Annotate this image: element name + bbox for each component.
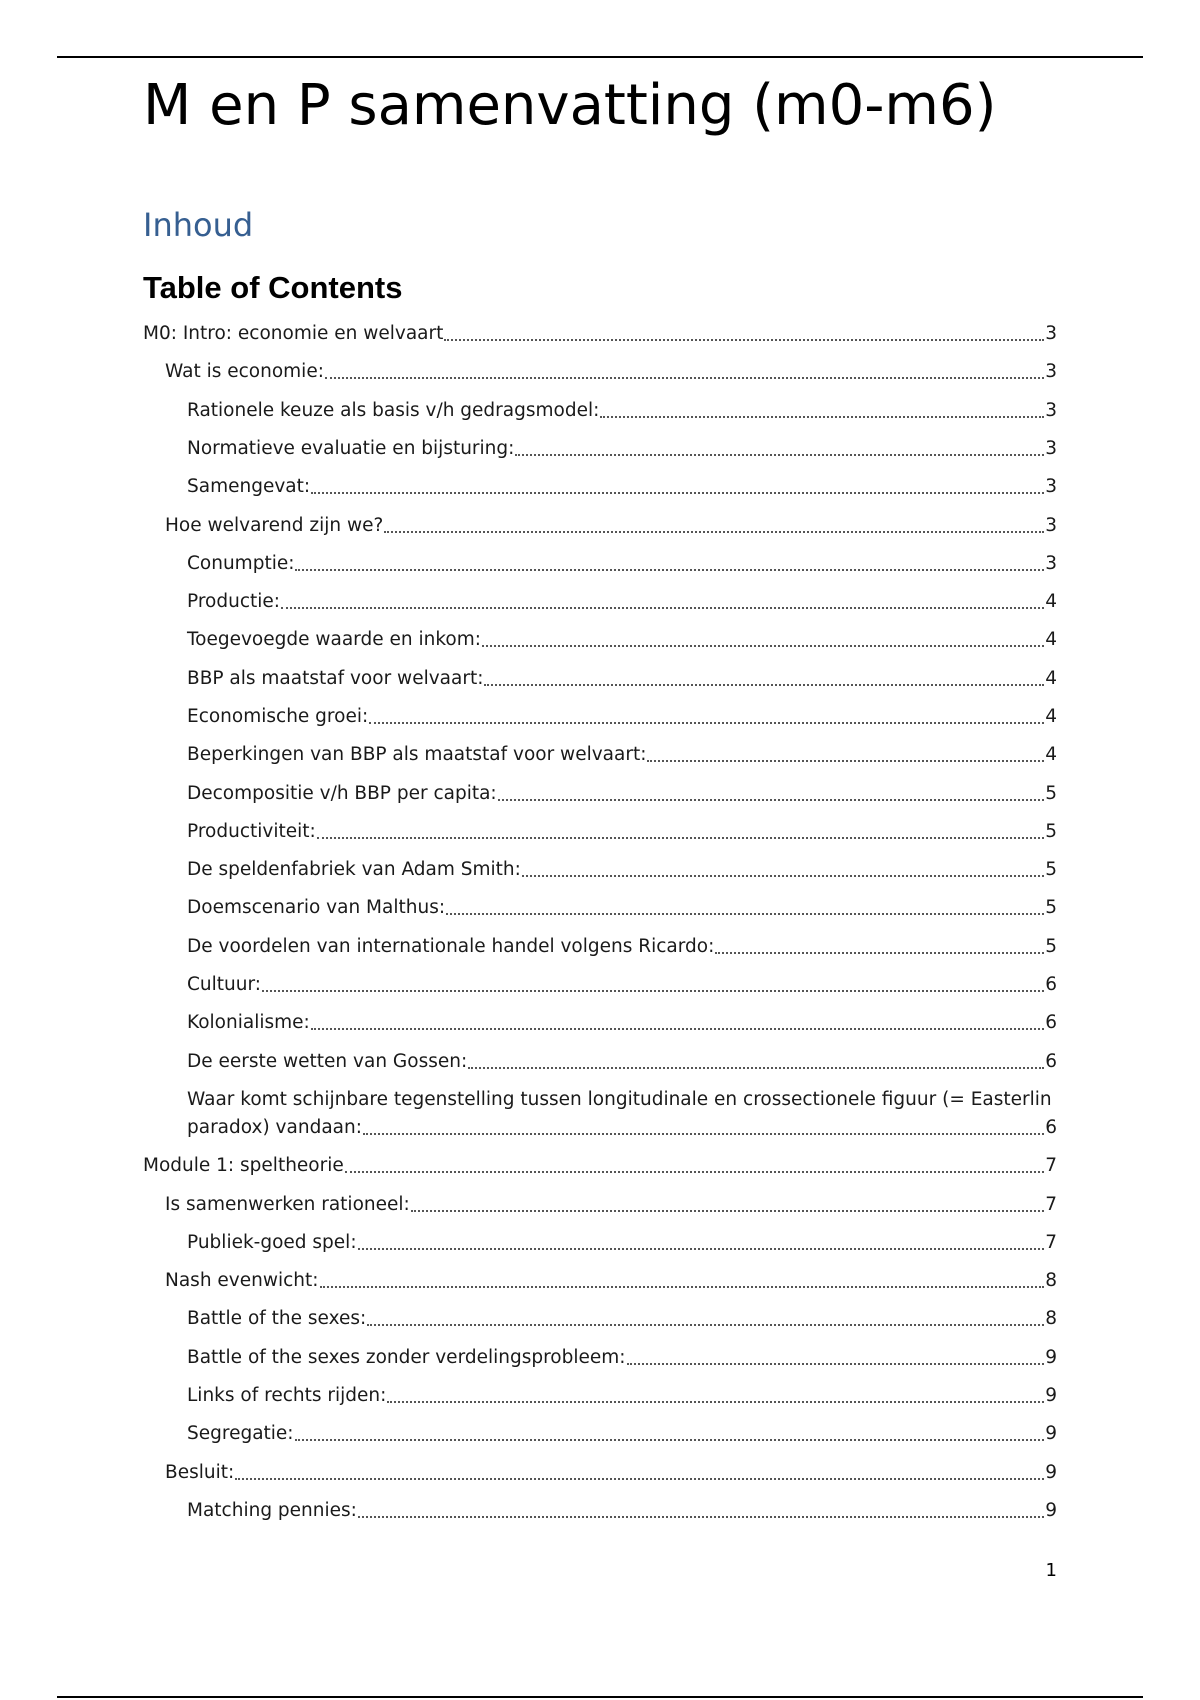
- toc-entry-label: Segregatie:: [187, 1423, 294, 1444]
- document-title: M en P samenvatting (m0-m6): [143, 73, 997, 138]
- toc-entry[interactable]: [187, 1048, 1057, 1076]
- toc-entry-label: Cultuur:: [187, 974, 261, 995]
- toc-dot-leader: [627, 1363, 1045, 1365]
- toc-entry-label: Samengevat:: [187, 476, 311, 497]
- toc-entry[interactable]: [143, 1152, 1057, 1180]
- toc-dot-leader: [384, 531, 1044, 533]
- toc-entry-label: Kolonialisme:: [187, 1012, 310, 1033]
- toc-entry[interactable]: [187, 1344, 1057, 1372]
- toc-dot-leader: [482, 645, 1044, 647]
- toc-entry-page: 9: [1045, 1423, 1057, 1444]
- toc-entry-label: Hoe welvarend zijn we?: [165, 515, 384, 536]
- toc-entry-label: Rationele keuze als basis v/h gedragsmodel:: [187, 400, 600, 421]
- toc-entry[interactable]: [187, 1382, 1057, 1410]
- toc-entry-label: Economische groei:: [187, 706, 369, 727]
- toc-entry[interactable]: [187, 1086, 1057, 1142]
- toc-entry-label: De speldenfabriek van Adam Smith:: [187, 859, 521, 880]
- toc-entry-page: 5: [1045, 897, 1057, 918]
- toc-entry-page: 4: [1045, 668, 1057, 689]
- toc-entry-label: Toegevoegde waarde en inkom:: [187, 629, 481, 650]
- toc-entry-label: Nash evenwicht:: [165, 1270, 319, 1291]
- toc-entry-label: Matching pennies:: [187, 1500, 357, 1521]
- toc-entry[interactable]: [187, 1305, 1057, 1333]
- toc-entry-page: 4: [1045, 629, 1057, 650]
- toc-entry-page: 5: [1045, 859, 1057, 880]
- toc-entry-page: 9: [1045, 1347, 1057, 1368]
- toc-entry-page: 5: [1045, 936, 1057, 957]
- page-number: 1: [1045, 1560, 1057, 1581]
- toc-dot-leader: [600, 416, 1044, 418]
- toc-dot-leader: [411, 1210, 1044, 1212]
- toc-dot-leader: [522, 875, 1044, 877]
- toc-entry[interactable]: [187, 1229, 1057, 1257]
- toc-entry-page: 3: [1045, 400, 1057, 421]
- toc-entry[interactable]: [165, 512, 1057, 540]
- toc-dot-leader: [484, 684, 1044, 686]
- toc-entry-label: BBP als maatstaf voor welvaart:: [187, 668, 484, 689]
- toc-entry[interactable]: [187, 550, 1057, 578]
- toc-entry[interactable]: [187, 818, 1057, 846]
- toc-entry[interactable]: [187, 741, 1057, 769]
- toc-entry[interactable]: [165, 1267, 1057, 1295]
- bottom-rule: [57, 1696, 1143, 1698]
- toc-entry-label: Doemscenario van Malthus:: [187, 897, 446, 918]
- toc-entry[interactable]: [187, 780, 1057, 808]
- toc-dot-leader: [295, 1439, 1045, 1441]
- toc-entry-label: Beperkingen van BBP als maatstaf voor welvaart:: [187, 744, 647, 765]
- toc-entry-page: 5: [1045, 783, 1057, 804]
- toc-entry-label: Wat is economie:: [165, 361, 324, 382]
- toc-dot-leader: [367, 1324, 1044, 1326]
- toc-dot-leader: [311, 492, 1044, 494]
- toc-dot-leader: [235, 1478, 1044, 1480]
- toc-dot-leader: [498, 799, 1045, 801]
- toc-entry[interactable]: [187, 435, 1057, 463]
- toc-entry-line: [187, 1114, 1057, 1142]
- toc-entry-label: Is samenwerken rationeel:: [165, 1194, 410, 1215]
- toc-entry[interactable]: [187, 971, 1057, 999]
- toc-entry-page: 7: [1045, 1194, 1057, 1215]
- toc-dot-leader: [345, 1171, 1044, 1173]
- toc-entry-label: Module 1: speltheorie: [143, 1155, 344, 1176]
- toc-dot-leader: [317, 837, 1044, 839]
- toc-dot-leader: [358, 1516, 1044, 1518]
- toc-entry-label: Battle of the sexes zonder verdelingsprobleem:: [187, 1347, 626, 1368]
- toc-entry[interactable]: [187, 1497, 1057, 1525]
- toc-subheading: Table of Contents: [143, 270, 403, 305]
- toc-entry[interactable]: [187, 703, 1057, 731]
- toc-entry-page: 3: [1045, 515, 1057, 536]
- toc-entry[interactable]: [187, 588, 1057, 616]
- toc-entry[interactable]: [165, 358, 1057, 386]
- toc-entry-page: 8: [1045, 1308, 1057, 1329]
- toc-entry-label: Conumptie:: [187, 553, 295, 574]
- toc-entry-label: De eerste wetten van Gossen:: [187, 1051, 468, 1072]
- toc-entry-page: 4: [1045, 591, 1057, 612]
- toc-entry-page: 9: [1045, 1462, 1057, 1483]
- toc-dot-leader: [295, 569, 1044, 571]
- toc-entry-page: 6: [1045, 1012, 1057, 1033]
- toc-entry-page: 3: [1045, 553, 1057, 574]
- toc-entry[interactable]: [187, 1009, 1057, 1037]
- toc-entry-label: Besluit:: [165, 1462, 235, 1483]
- toc-entry[interactable]: [187, 626, 1057, 654]
- toc-entry-page: 7: [1045, 1232, 1057, 1253]
- toc-entry-label: Publiek-goed spel:: [187, 1232, 357, 1253]
- toc-entry-page: 9: [1045, 1385, 1057, 1406]
- toc-entry[interactable]: [187, 397, 1057, 425]
- toc-entry-page: 3: [1045, 361, 1057, 382]
- toc-dot-leader: [320, 1286, 1045, 1288]
- toc-entry-label: Productiviteit:: [187, 821, 316, 842]
- toc-dot-leader: [515, 454, 1044, 456]
- toc-entry[interactable]: [143, 320, 1057, 348]
- toc-entry[interactable]: [187, 1420, 1057, 1448]
- toc-dot-leader: [281, 607, 1044, 609]
- toc-entry-page: 4: [1045, 706, 1057, 727]
- toc-entry[interactable]: [165, 1191, 1057, 1219]
- toc-entry[interactable]: [187, 665, 1057, 693]
- toc-entry[interactable]: [165, 1459, 1057, 1487]
- toc-entry-label: Waar komt schijnbare tegenstelling tussen longitudinale en crossectionele figuur (= Easterlin: [187, 1089, 1052, 1110]
- toc-dot-leader: [468, 1067, 1044, 1069]
- toc-dot-leader: [311, 1028, 1044, 1030]
- toc-entry-label: Links of rechts rijden:: [187, 1385, 387, 1406]
- toc-entry[interactable]: [187, 894, 1057, 922]
- toc-entry[interactable]: [187, 933, 1057, 961]
- toc-dot-leader: [446, 913, 1044, 915]
- toc-dot-leader: [715, 952, 1044, 954]
- toc-dot-leader: [369, 722, 1044, 724]
- toc-dot-leader: [262, 990, 1044, 992]
- toc-dot-leader: [387, 1401, 1044, 1403]
- toc-entry-page: 3: [1045, 323, 1057, 344]
- toc-entry-label-continued: paradox) vandaan:: [187, 1117, 362, 1138]
- toc-entry-label: Normatieve evaluatie en bijsturing:: [187, 438, 515, 459]
- toc-entry[interactable]: [187, 856, 1057, 884]
- toc-entry-label: Battle of the sexes:: [187, 1308, 367, 1329]
- toc-entry-label: Productie:: [187, 591, 280, 612]
- toc-entry-page: 9: [1045, 1500, 1057, 1521]
- toc-entry-page: 6: [1045, 1051, 1057, 1072]
- toc-dot-leader: [325, 377, 1044, 379]
- toc-heading: Inhoud: [143, 206, 254, 244]
- toc-entry-page: 5: [1045, 821, 1057, 842]
- toc-entry-label: Decompositie v/h BBP per capita:: [187, 783, 497, 804]
- toc-entry-label: M0: Intro: economie en welvaart: [143, 323, 444, 344]
- toc-dot-leader: [363, 1133, 1044, 1135]
- toc-entry-page: 6: [1045, 1117, 1057, 1138]
- toc-dot-leader: [358, 1248, 1045, 1250]
- toc-entry-page: 4: [1045, 744, 1057, 765]
- toc-dot-leader: [444, 339, 1044, 341]
- toc-entry-page: 3: [1045, 438, 1057, 459]
- toc-entry-label: De voordelen van internationale handel volgens Ricardo:: [187, 936, 715, 957]
- toc-entry-page: 3: [1045, 476, 1057, 497]
- toc-entry-page: 8: [1045, 1270, 1057, 1291]
- toc-entry-page: 6: [1045, 974, 1057, 995]
- toc-dot-leader: [647, 760, 1044, 762]
- toc-entry[interactable]: [187, 473, 1057, 501]
- toc-entry-page: 7: [1045, 1155, 1057, 1176]
